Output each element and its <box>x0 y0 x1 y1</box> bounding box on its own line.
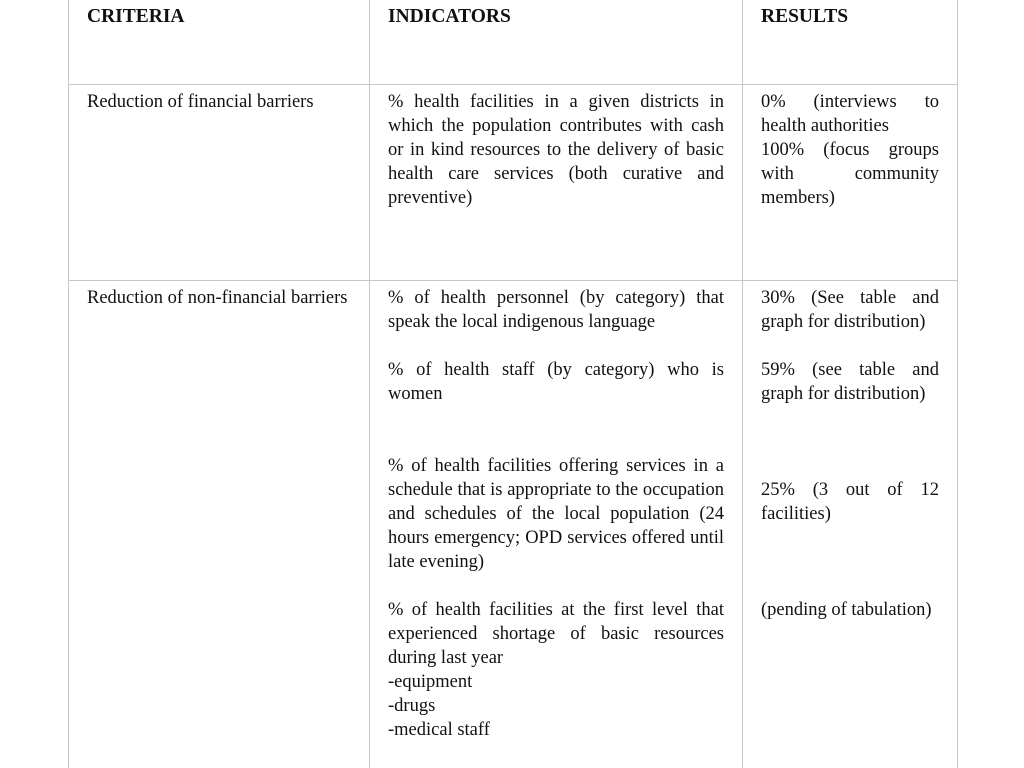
indicator-text: % of health facilities offering services in a schedule that is appropriate to the occupation and schedules of the local population (24 hours emergency; OPD services offered until late evening) <box>388 456 724 572</box>
indicators-cell <box>370 85 743 281</box>
indicator-list-item: -drugs <box>388 696 436 716</box>
result-text: 100% (focus groups with community members) <box>761 140 939 208</box>
indicators-cell <box>370 281 743 768</box>
indicator-text: % of health personnel (by category) that speak the local indigenous language <box>388 288 724 332</box>
header-criteria: CRITERIA <box>69 0 370 85</box>
criteria-text: Reduction of financial barriers <box>87 92 314 112</box>
table-row <box>69 85 958 281</box>
table-row <box>69 281 958 768</box>
table-header-row <box>69 0 958 85</box>
indicator-text: % health facilities in a given districts in which the population contributes with cash or in kind resources to the delivery of basic health care services (both curative and preventive) <box>388 92 724 208</box>
criteria-text: Reduction of non-financial barriers <box>87 288 348 308</box>
header-indicators: INDICATORS <box>370 0 743 85</box>
indicator-text: % of health facilities at the first level that experienced shortage of basic resources during last year <box>388 600 724 668</box>
indicator-list-item: -equipment <box>388 672 473 692</box>
header-results: RESULTS <box>743 0 958 85</box>
indicator-list-item: -medical staff <box>388 720 490 740</box>
results-cell <box>743 85 958 281</box>
indicator-text: % of health staff (by category) who is women <box>388 360 724 404</box>
criteria-indicators-results-table <box>68 0 958 768</box>
result-text: 59% (see table and graph for distribution) <box>761 360 939 404</box>
result-text: 25% (3 out of 12 facilities) <box>761 480 939 524</box>
result-text: 0% (interviews to health authorities <box>761 92 939 136</box>
result-text: (pending of tabulation) <box>761 600 932 620</box>
criteria-cell <box>69 281 370 768</box>
results-cell <box>743 281 958 768</box>
result-text: 30% (See table and graph for distribution) <box>761 288 939 332</box>
criteria-cell <box>69 85 370 281</box>
